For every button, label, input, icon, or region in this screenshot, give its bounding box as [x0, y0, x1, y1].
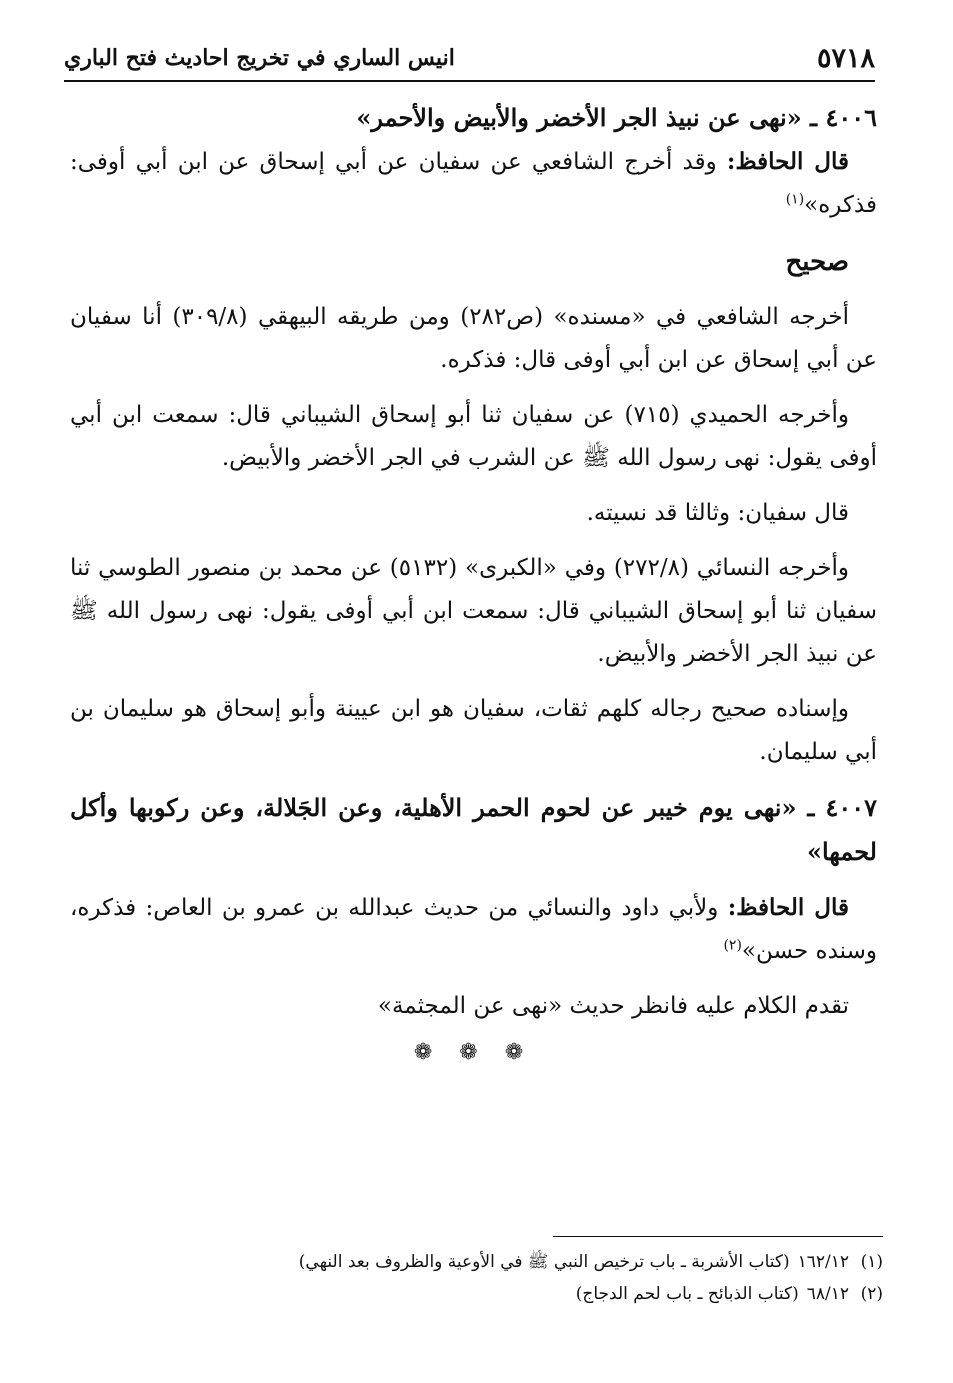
paragraph: وأخرجه النسائي (٢٧٢/٨) وفي «الكبرى» (٥١٣٢) عن محمد بن منصور الطوسي ثنا سفيان ثنا أبو إسحاق الشيباني قال: سمعت ابن أبي أوفى يقول: نهى رسول الله ﷺ عن نبيذ الجر الأخضر والأبيض. — [70, 555, 877, 667]
entry-heading — [70, 786, 877, 874]
footnotes — [70, 1246, 883, 1310]
entry-number: ٤٠٠٧ — [825, 793, 878, 822]
footnote-number: (٢) — [860, 1284, 883, 1304]
page-number: ٥٧١٨ — [816, 42, 875, 74]
footnote-ref: (٢) — [723, 937, 742, 954]
grade-heading: صحيح — [785, 247, 849, 277]
footnote-rule — [553, 1236, 883, 1237]
footnote-number: (١) — [860, 1252, 883, 1272]
hafiz-label: قال الحافظ: — [726, 148, 849, 175]
hafiz-text: وقد أخرج الشافعي عن سفيان عن أبي إسحاق عن ابن أبي أوفى: فذكره» — [70, 149, 877, 218]
paragraph: قال سفيان: وثالثا قد نسيته. — [586, 500, 849, 526]
hafiz-text: ولأبي داود والنسائي من حديث عبدالله بن عمرو بن العاص: فذكره، وسنده حسن» — [70, 895, 877, 964]
footnote — [70, 1278, 883, 1310]
hadith-text: «نهى عن نبيذ الجر الأخضر والأبيض والأحمر» — [356, 103, 802, 132]
footnote-text: (كتاب الذبائح ـ باب لحم الدجاج) — [575, 1284, 799, 1304]
entry-number: ٤٠٠٦ — [825, 103, 877, 132]
paragraph: تقدم الكلام عليه فانظر حديث «نهى عن المجثمة» — [377, 993, 849, 1019]
page-header — [64, 36, 875, 82]
footnote-ref-volume: ٦٨/١٢ — [806, 1284, 849, 1304]
entry-dash: ـ — [796, 793, 815, 822]
entry-heading — [70, 96, 877, 140]
paragraph: أخرجه الشافعي في «مسنده» (ص٢٨٢) ومن طريقه البيهقي (٣٠٩/٨) أنا سفيان عن أبي إسحاق عن ابن أبي أوفى قال: فذكره. — [70, 304, 877, 373]
hafiz-label: قال الحافظ: — [727, 894, 849, 921]
section-separator: ❁ ❁ ❁ — [413, 1040, 534, 1065]
footnote-ref: (١) — [785, 191, 805, 208]
footnote-text: (كتاب الأشربة ـ باب ترخيص النبي ﷺ في الأوعية والظروف بعد النهي) — [298, 1252, 790, 1272]
paragraph: وإسناده صحيح رجاله كلهم ثقات، سفيان هو ابن عيينة وأبو إسحاق هو سليمان بن أبي سليمان. — [70, 696, 877, 765]
footnote — [70, 1246, 883, 1278]
hafiz-quote — [70, 886, 877, 973]
entry-dash: ـ — [801, 103, 818, 132]
main-content — [70, 96, 877, 1065]
footnote-ref-volume: ١٦٢/١٢ — [797, 1252, 849, 1272]
paragraph: وأخرجه الحميدي (٧١٥) عن سفيان ثنا أبو إسحاق الشيباني قال: سمعت ابن أبي أوفى يقول: نهى رسول الله ﷺ عن الشرب في الجر الأخضر والأبيض. — [70, 402, 877, 471]
hafiz-quote — [70, 140, 877, 227]
running-title: انيس الساري في تخريج احاديث فتح الباري — [64, 45, 455, 71]
hadith-text: «نهى يوم خيبر عن لحوم الحمر الأهلية، وعن الجَلالة، وعن ركوبها وأكل لحمها» — [70, 793, 877, 866]
